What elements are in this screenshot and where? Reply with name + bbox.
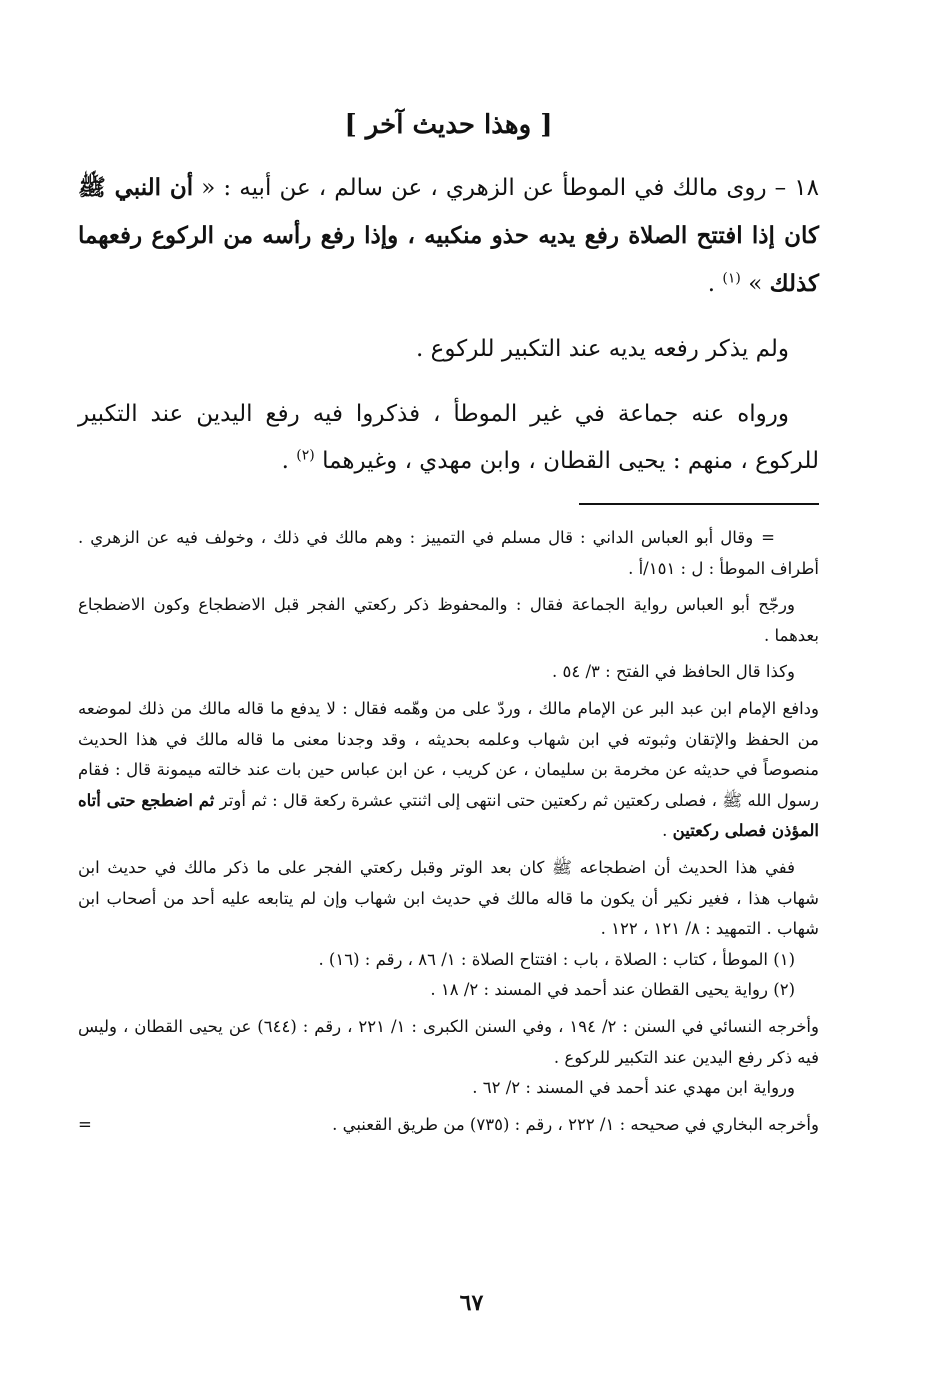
paragraph-2: ولم يذكر رفعه يديه عند التكبير للركوع . — [416, 336, 789, 362]
footnote-separator — [579, 503, 819, 505]
footnote-paragraph: ورجّح أبو العباس رواية الجماعة فقال : والمحفوظ ذكر ركعتي الفجر قبل الاضطجاع وكون الاضطجاع بعدهما . — [78, 595, 819, 645]
quote-close: » — [748, 271, 770, 297]
bold-quote: ثم اضطجع حتى أتاه المؤذن فصلى ركعتين — [78, 790, 819, 841]
footnote-paragraph: ودافع الإمام ابن عبد البر عن الإمام مالك ، وردّ على من وهّمه فقال : لا يدفع ما قاله مالك من ذلك لموضعه من الحفظ والإتقان وثبوته في ابن شهاب وعلمه بحديثه ، وقد وجدنا معنى ما قاله مالك في هذا الحديث منصوصاً في حديثه عن مخرمة بن سليمان ، عن كريب ، عن ابن عباس حين بات عند خالته ميمونة قال : فقام رسول الله ﷺ ، فصلى ركعتين ثم ركعتين حتى انتهى إلى اثنتي عشرة ركعة قال : ثم أوتر ثم اضطجع حتى أتاه المؤذن فصلى ركعتين . — [78, 698, 819, 841]
footnote-continued: =وقال أبو العباس الداني : قال مسلم في التمييز : وهم مالك في ذلك ، وخولف فيه عن الزهري . أطراف الموطأ : ل : ١٥١/أ . — [78, 528, 819, 578]
footnote-1: (١) الموطأ ، كتاب : الصلاة ، باب : افتتاح الصلاة : ١/ ٨٦ ، رقم : (١٦) . — [318, 949, 795, 969]
page-number: ٦٧ — [459, 1290, 484, 1316]
continuation-mark: = — [78, 1114, 92, 1134]
section-heading: [ وهذا حديث آخر ] — [344, 110, 553, 140]
footnote-ref-1[interactable]: (١) — [722, 270, 741, 287]
paragraph-3: ورواه عنه جماعة في غير الموطأ ، فذكروا فيه رفع اليدين عند التكبير للركوع ، منهم : يحيى القطان ، وابن مهدي ، وغيرهما $^{(٢)}$ . — [78, 401, 819, 474]
hadith-text: أن النبي ﷺ كان إذا افتتح الصلاة رفع يديه حذو منكبيه ، وإذا رفع رأسه من الركوع رفعهما كذلك — [78, 174, 819, 297]
hadith-intro: ١٨ – روى مالك في الموطأ عن الزهري ، عن سالم ، عن أبيه : « — [193, 175, 819, 201]
footnote-paragraph: ورواية ابن مهدي عند أحمد في المسند : ٢/ ٦٢ . — [472, 1078, 795, 1098]
footnote-paragraph: وكذا قال الحافظ في الفتح : ٣/ ٥٤ . — [552, 662, 795, 682]
footnotes — [78, 523, 819, 1140]
footnote-paragraph: وأخرجه البخاري في صحيحه : ١/ ٢٢٢ ، رقم : (٧٣٥) من طريق القعنبي . = — [78, 1110, 819, 1141]
footnote-paragraph: وأخرجه النسائي في السنن : ٢/ ١٩٤ ، وفي السنن الكبرى : ١/ ٢٢١ ، رقم : (٦٤٤) عن يحيى القطان ، وليس فيه ذكر رفع اليدين عند التكبير للركوع . — [78, 1016, 819, 1067]
hadith-paragraph: ١٨ – روى مالك في الموطأ عن الزهري ، عن سالم ، عن أبيه : « أن النبي ﷺ كان إذا افتتح الصلاة رفع يديه حذو منكبيه ، وإذا رفع رأسه من الركوع رفعهما كذلك » $^{(١)}$ . — [78, 174, 819, 297]
footnote-ref-2[interactable]: (٢) — [296, 447, 315, 464]
continuation-mark: = — [761, 528, 775, 547]
main-text — [78, 164, 819, 485]
footnote-paragraph: ففي هذا الحديث أن اضطجاعه ﷺ كان بعد الوتر وقبل ركعتي الفجر على ما ذكر مالك في حديث ابن شهاب هذا ، فغير نكير أن يكون ما قاله مالك في حديث ابن شهاب وإن لم يتابعه عليه أحد من أصحاب ابن شهاب . التمهيد : ٨/ ١٢١ ، ١٢٢ . — [78, 857, 819, 939]
footnote-2: (٢) رواية يحيى القطان عند أحمد في المسند : ٢/ ١٨ . — [430, 980, 795, 1000]
